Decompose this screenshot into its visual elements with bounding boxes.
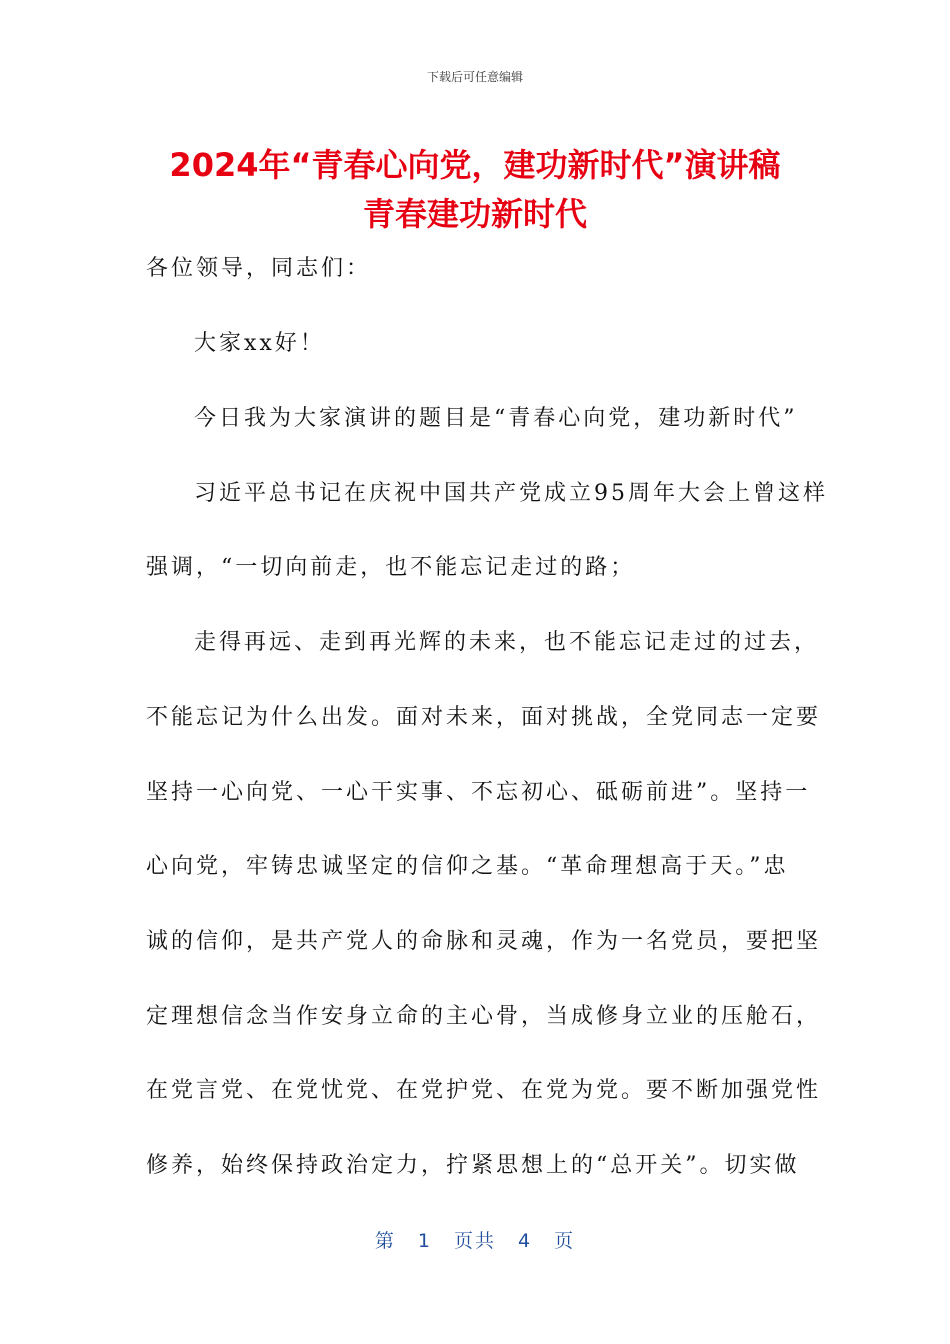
body-line: 不能忘记为什么出发。面对未来，面对挑战，全党同志一定要	[146, 705, 822, 730]
body-line: 在党言党、在党忧党、在党护党、在党为党。要不断加强党性	[146, 1078, 822, 1103]
body-line: 定理想信念当作安身立命的主心骨，当成修身立业的压舱石，	[146, 1004, 822, 1029]
footer-total-pages: 4	[518, 1230, 533, 1252]
page-footer	[0, 1226, 950, 1253]
body-line: 诚的信仰，是共产党人的命脉和灵魂，作为一名党员，要把坚	[146, 929, 822, 954]
body-line: 心向党，牢铸忠诚坚定的信仰之基。“革命理想高于天。”忠	[146, 854, 789, 879]
header-note: 下载后可任意编辑	[426, 70, 523, 84]
body-line: 坚持一心向党、一心干实事、不忘初心、砥砺前进”。坚持一	[146, 780, 811, 805]
body-line: 习近平总书记在庆祝中国共产党成立95周年大会上曾这样	[194, 481, 828, 506]
body-line: 走得再远、走到再光辉的未来，也不能忘记走过的过去，	[194, 630, 820, 655]
footer-middle: 页共	[453, 1230, 496, 1252]
document-subtitle: 青春建功新时代	[362, 195, 587, 233]
body-line: 修养，始终保持政治定力，拧紧思想上的“总开关”。切实做	[146, 1153, 800, 1178]
document-title: 2024年“青春心向党，建功新时代”演讲稿	[169, 146, 781, 184]
body-line-salutation: 各位领导，同志们：	[146, 256, 372, 281]
body-line: 强调，“一切向前走，也不能忘记走过的路；	[146, 555, 636, 580]
body-line-greeting: 大家xx好！	[194, 331, 325, 356]
footer-prefix: 第	[374, 1230, 396, 1252]
footer-suffix: 页	[554, 1230, 576, 1252]
body-line: 今日我为大家演讲的题目是“青春心向党，建功新时代”	[194, 406, 798, 431]
footer-current-page: 1	[417, 1230, 432, 1252]
